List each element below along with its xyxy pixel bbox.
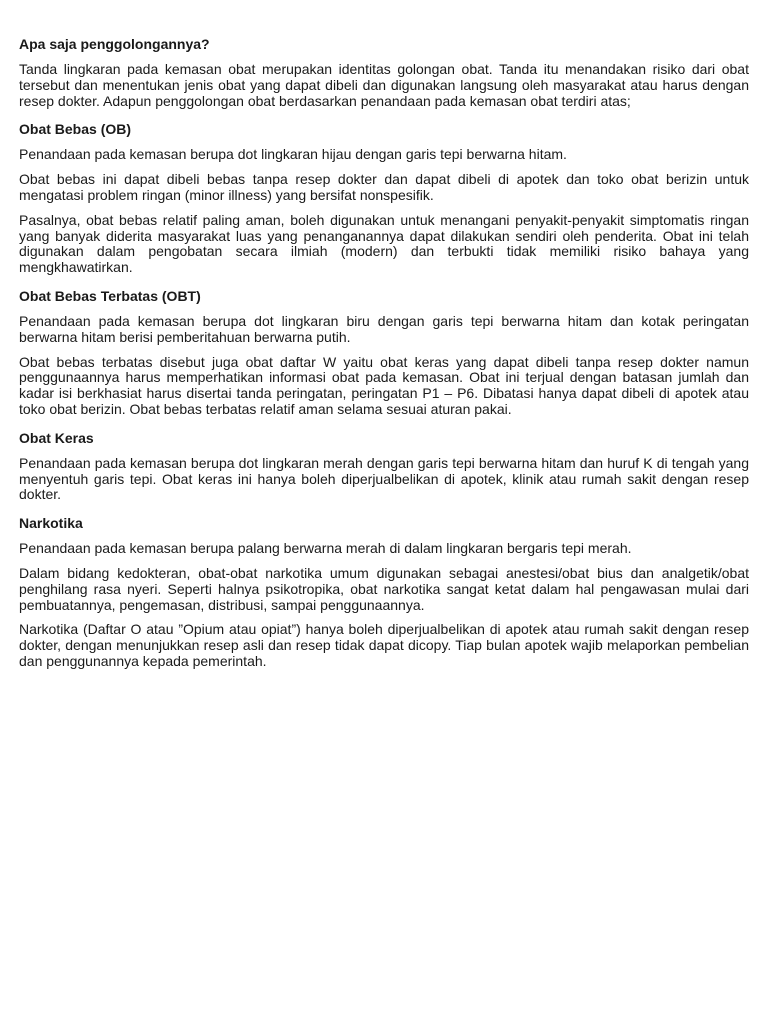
section-obat-bebas — [19, 121, 749, 276]
section-heading: Apa saja penggolongannya? — [19, 36, 210, 52]
section-narkotika — [19, 515, 749, 670]
paragraph: Dalam bidang kedokteran, obat-obat narkotika umum digunakan sebagai anestesi/obat bius dan analgetik/obat penghilang rasa nyeri. Seperti halnya psikotropika, obat narkotika sangat ketat dalam hal pengawasan mulai dari pembuatannya, pengemasan, distribusi, sampai penggunaannya. — [19, 564, 749, 613]
section-heading: Obat Keras — [19, 429, 94, 446]
section-heading: Obat Bebas Terbatas (OBT) — [19, 287, 201, 304]
paragraph: Narkotika (Daftar O atau ”Opium atau opiat”) hanya boleh diperjualbelikan di apotek atau rumah sakit dengan resep dokter, dengan menunjukkan resep asli dan resep tidak dapat dicopy. Tiap bulan apotek wajib melaporkan pembelian dan penggunannya kepada pemerintah. — [19, 621, 749, 669]
paragraph: Tanda lingkaran pada kemasan obat merupakan identitas golongan obat. Tanda itu menandakan risiko dari obat tersebut dan menentukan jenis obat yang dapat dibeli dan digunakan langsung oleh masyarakat atau harus dengan resep dokter. Adapun penggolongan obat berdasarkan penandaan pada kemasan obat terdiri atas; — [19, 61, 749, 109]
paragraph: Penandaan pada kemasan berupa dot lingkaran hijau dengan garis tepi berwarna hitam. — [19, 146, 567, 163]
section-obat-keras — [19, 430, 749, 503]
paragraph: Pasalnya, obat bebas relatif paling aman, boleh digunakan untuk menangani penyakit-penyakit simptomatis ringan yang banyak diderita masyarakat luas yang penanganannya dapat dilakukan sendiri oleh penderita. Obat ini telah digunakan dalam pengobatan secara ilmiah (modern) dan terbukti tidak memiliki risiko bahaya yang mengkhawatirkan. — [19, 211, 749, 276]
paragraph: Penandaan pada kemasan berupa dot lingkaran biru dengan garis tepi berwarna hitam dan kotak peringatan berwarna hitam berisi pemberitahuan berwarna putih. — [19, 312, 749, 345]
paragraph: Obat bebas ini dapat dibeli bebas tanpa resep dokter dan dapat dibeli di apotek dan toko obat berizin untuk mengatasi problem ringan (minor illness) yang bersifat nonspesifik. — [19, 171, 749, 203]
paragraph: Penandaan pada kemasan berupa palang berwarna merah di dalam lingkaran bergaris tepi merah. — [19, 540, 632, 557]
intro-section — [19, 36, 749, 109]
section-obat-bebas-terbatas — [19, 288, 749, 418]
paragraph: Penandaan pada kemasan berupa dot lingkaran merah dengan garis tepi berwarna hitam dan huruf K di tengah yang menyentuh garis tepi. Obat keras ini hanya boleh diperjualbelikan di apotek, klinik atau rumah sakit dengan resep dokter. — [19, 454, 749, 503]
section-heading: Narkotika — [19, 515, 83, 532]
paragraph: Obat bebas terbatas disebut juga obat daftar W yaitu obat keras yang dapat dibeli tanpa resep dokter namun penggunaannya harus memperhatikan informasi obat pada kemasan. Obat ini terjual dengan batasan jumlah dan kadar isi berkhasiat harus disertai tanda peringatan, peringatan P1 – P6. Dibatasi hanya dapat dibeli di apotek atau toko obat berizin. Obat bebas terbatas relatif aman selama sesuai aturan pakai. — [19, 353, 749, 417]
section-heading: Obat Bebas (OB) — [19, 121, 132, 138]
